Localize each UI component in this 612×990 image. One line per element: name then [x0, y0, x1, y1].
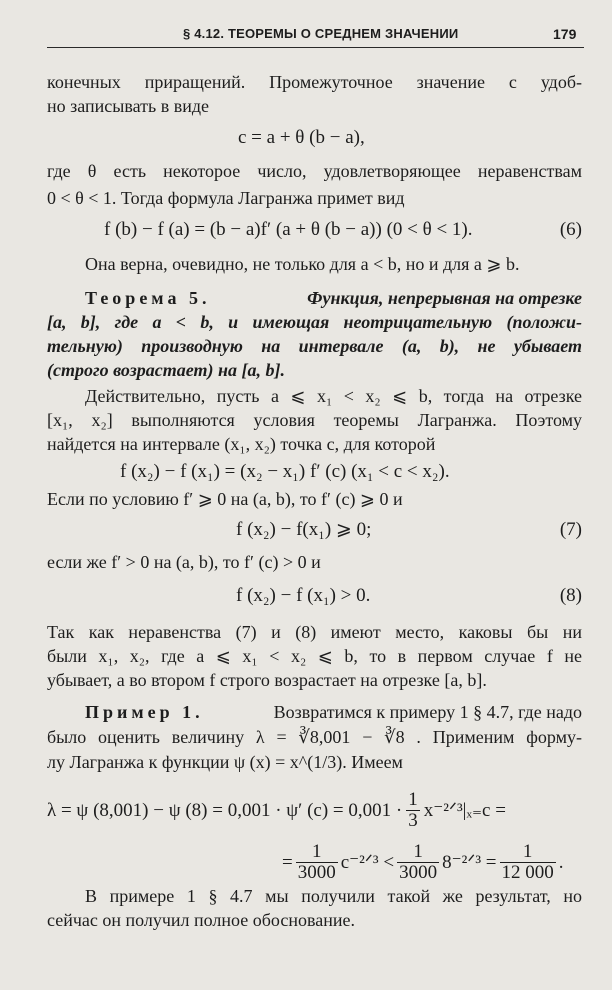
fraction-denominator: 3000 — [297, 862, 336, 883]
fraction-numerator: 1 — [296, 842, 338, 863]
eq-part: x⁻²ᐟ³|ₓ₌c = — [423, 799, 506, 821]
fraction — [406, 790, 420, 831]
eq-part: = — [282, 851, 293, 873]
fraction-denominator: 3000 — [399, 862, 438, 883]
eq-part: c⁻²ᐟ³ < — [340, 851, 395, 873]
equation-8: f (x₂) − f (x₁) > 0. — [236, 585, 371, 606]
text-line: лу Лагранжа к функции ψ (x) = x^(1/3). Имеем — [47, 752, 403, 772]
fraction — [296, 842, 338, 883]
theorem-line: тельную) производную на интервале (a, b), не убывает — [47, 336, 582, 356]
equation-number-7: (7) — [559, 519, 582, 540]
text-line: убывает, а во втором f строго возрастает на отрезке [a, b]. — [47, 670, 487, 690]
equation-number-8: (8) — [559, 585, 582, 606]
text-line: где θ есть некоторое число, удовлетворяющее неравенствам — [47, 161, 582, 181]
text-line: найдется на интервале (x₁, x₂) точка c, для которой — [47, 434, 436, 454]
page-number: 179 — [553, 26, 577, 42]
text-line: но записывать в виде — [47, 96, 209, 116]
example-heading — [47, 700, 582, 724]
text-line: Она верна, очевидно, не только для a < b, но и для a ⩾ b. — [85, 254, 520, 274]
text-line: В примере 1 § 4.7 мы получили такой же результат, но — [85, 886, 582, 906]
theorem-text: Функция, непрерывная на отрезке — [307, 288, 582, 308]
eq-part: λ = ψ (8,001) − ψ (8) = 0,001 · ψ′ (c) = 0,001 · — [47, 799, 403, 821]
equation-lagrange: f (x₂) − f (x₁) = (x₂ − x₁) f′ (c) (x₁ < c < x₂). — [120, 461, 450, 482]
text-line: Действительно, пусть a ⩽ x₁ < x₂ ⩽ b, тогда на отрезке — [85, 386, 582, 406]
equation-7: f (x₂) − f(x₁) ⩾ 0; — [236, 519, 372, 540]
fraction-denominator: 12 000 — [501, 862, 554, 883]
theorem-label: Теорема 5. — [85, 288, 211, 308]
text-line: если же f′ > 0 на (a, b), то f′ (c) > 0 и — [47, 552, 321, 572]
text-line: сейчас он получил полное обоснование. — [47, 910, 355, 930]
section-title: § 4.12. ТЕОРЕМЫ О СРЕДНЕМ ЗНАЧЕНИИ — [183, 26, 459, 41]
text-line: было оценить величину λ = ∛8,001 − ∛8 . Применим форму- — [47, 727, 582, 747]
equation-number-6: (6) — [559, 219, 582, 240]
equation-9-line-1 — [47, 790, 506, 831]
eq-part: . — [558, 851, 564, 873]
text-line: конечных приращений. Промежуточное значение c удоб- — [47, 72, 582, 92]
text-line: были x₁, x₂, где a ⩽ x₁ < x₂ ⩽ b, то в первом случае f не — [47, 646, 582, 666]
header-rule — [47, 47, 584, 48]
fraction-denominator: 3 — [408, 810, 418, 831]
theorem-heading — [47, 286, 582, 310]
example-label: Пример 1. — [85, 702, 204, 722]
theorem-line: (строго возрастает) на [a, b]. — [47, 360, 285, 380]
example-text: Возвратимся к примеру 1 § 4.7, где надо — [273, 702, 582, 722]
fraction-numerator: 1 — [500, 842, 556, 863]
equation-9-line-2 — [282, 842, 564, 883]
eq-part: 8⁻²ᐟ³ = — [442, 851, 497, 873]
fraction-numerator: 1 — [408, 789, 418, 810]
theorem-line: [a, b], где a < b, и имеющая неотрицательную (положи- — [47, 312, 582, 332]
fraction — [500, 842, 556, 883]
fraction — [397, 842, 439, 883]
fraction-numerator: 1 — [397, 842, 439, 863]
text-line: 0 < θ < 1. Тогда формула Лагранжа примет вид — [47, 188, 405, 208]
equation-c: c = a + θ (b − a), — [238, 127, 365, 148]
equation-6: f (b) − f (a) = (b − a)f′ (a + θ (b − a)) (0 < θ < 1). — [104, 219, 473, 240]
text-line: [x₁, x₂] выполняются условия теоремы Лагранжа. Поэтому — [47, 410, 582, 430]
running-header — [0, 10, 612, 48]
text-line: Так как неравенства (7) и (8) имеют место, каковы бы ни — [47, 622, 582, 642]
text-line: Если по условию f′ ⩾ 0 на (a, b), то f′ (c) ⩾ 0 и — [47, 489, 403, 509]
